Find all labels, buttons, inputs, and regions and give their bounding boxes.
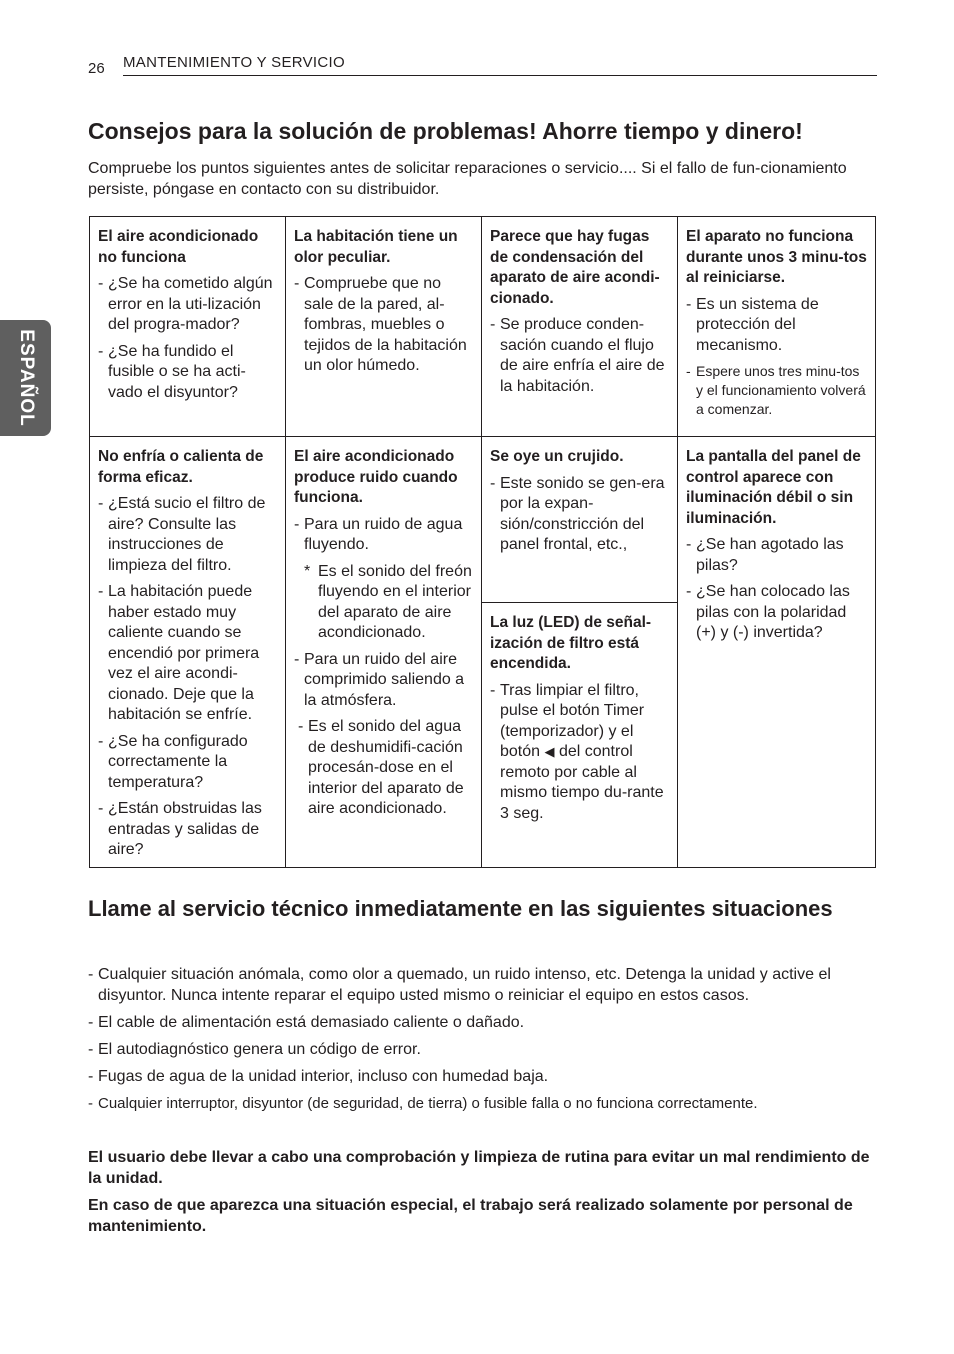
cell-title: No enfría o calienta de forma eficaz. (98, 448, 264, 486)
list-item: - Es un sistema de protección del mecanismo. (686, 295, 819, 354)
service-heading: Llame al servicio técnico inmediatamente en las siguientes situaciones (88, 896, 833, 921)
table-cell (90, 217, 286, 437)
table-cell (286, 437, 482, 867)
header-divider (123, 75, 877, 76)
section-heading: MANTENIMIENTO Y SERVICIO (123, 54, 345, 71)
list-item: - ¿Se ha fundido el fusible o se ha acti-vado el disyuntor? (98, 342, 246, 401)
list-item: - ¿Está sucio el filtro de aire? Consulte las instrucciones de limpieza del filtro. (98, 495, 266, 574)
cell-title: El aparato no funciona durante unos 3 minu-tos al reiniciarse. (686, 228, 867, 286)
list-item: - Cualquier interruptor, disyuntor (de seguridad, de tierra) o fusible falla o no funciona correctamente. (88, 1095, 758, 1112)
note-paragraph: En caso de que aparezca una situación especial, el trabajo será realizado solamente por personal de mantenimiento. (88, 1197, 853, 1235)
list-item: - Tras limpiar el filtro, pulse el botón Timer (temporizador) y el botón ◀ del control remoto por cable al mismo tiempo du-rante 3 seg. (490, 681, 664, 822)
list-item: - Este sonido se gen-era por la expan-sión/constricción del panel frontal, etc., (490, 474, 665, 553)
list-item: - El cable de alimentación está demasiado caliente o dañado. (88, 1014, 525, 1031)
list-item: - Para un ruido de agua fluyendo. (294, 515, 463, 553)
list-item: - Se produce conden-sación cuando el flujo de aire enfría el aire de la habitación. (490, 316, 665, 395)
table-cell-split (482, 437, 678, 867)
maintenance-notes (88, 1148, 878, 1244)
cell-title: La luz (LED) de señal-ización de filtro está encendida. (490, 614, 652, 672)
table-subcell (482, 603, 677, 836)
list-item: - Compruebe que no sale de la pared, al-fombras, muebles o tejidos de la habitación un olor húmedo. (294, 275, 467, 374)
list-item: - La habitación puede haber estado muy caliente cuando se encendió por primera vez el aire acondi-cionado. Deje que la habitación se enfríe. (98, 583, 260, 723)
list-item: - Es el sonido del agua de deshumidifi-cación procesán-dose en el interior del aparato de aire acondicionado. (298, 718, 464, 817)
service-list (88, 964, 878, 1120)
table-cell (678, 217, 875, 437)
language-tab (0, 320, 51, 436)
cell-title: Se oye un crujido. (490, 448, 624, 465)
table-subcell (482, 437, 677, 603)
note-paragraph: El usuario debe llevar a cabo una comprobación y limpieza de rutina para evitar un mal rendimiento de la unidad. (88, 1149, 870, 1187)
list-item: - El autodiagnóstico genera un código de error. (88, 1041, 421, 1058)
left-triangle-icon: ◀ (544, 744, 555, 759)
table-cell (482, 217, 678, 437)
cell-title: El aire acondicionado produce ruido cuando funciona. (294, 448, 458, 506)
intro-paragraph: Compruebe los puntos siguientes antes de solicitar reparaciones o servicio.... Si el fallo de fun-cionamiento persiste, póngase en contacto con su distribuidor. (88, 160, 847, 198)
list-item: - ¿Están obstruidas las entradas y salidas de aire? (98, 800, 262, 858)
list-note: * Es el sonido del freón fluyendo en el interior del aparato de aire acondicionado. (304, 562, 472, 641)
cell-title: La habitación tiene un olor peculiar. (294, 228, 458, 266)
list-item: - Para un ruido del aire comprimido saliendo a la atmósfera. (294, 650, 465, 709)
list-item: - Fugas de agua de la unidad interior, incluso con humedad baja. (88, 1068, 549, 1085)
table-cell (286, 217, 482, 437)
table-cell (90, 437, 286, 867)
list-item: - ¿Se ha configurado correctamente la temperatura? (98, 732, 248, 791)
table-cell (678, 437, 875, 867)
list-item: - ¿Se ha cometido algún error en la uti-lización del progra-mador? (98, 275, 273, 333)
page-number: 26 (88, 60, 105, 77)
list-item: - Cualquier situación anómala, como olor a quemado, un ruido intenso, etc. Detenga la unidad y active el disyuntor. Nunca intente reparar el equipo usted mismo o reiniciar el equipo en estos casos. (88, 966, 831, 1004)
list-item: - ¿Se han agotado las pilas? (686, 536, 844, 574)
language-tab-label: ESPAÑOL (16, 329, 37, 427)
cell-title: El aire acondicionado no funciona (98, 228, 259, 266)
cell-title: Parece que hay fugas de condensación del aparato de aire acondi-cionado. (490, 228, 660, 307)
list-item: - Espere unos tres minu-tos y el funcionamiento volverá a comenzar. (686, 363, 866, 417)
list-item: - ¿Se han colocado las pilas con la polaridad (+) y (-) invertida? (686, 583, 850, 641)
page-title: Consejos para la solución de problemas! Ahorre tiempo y dinero! (88, 118, 803, 144)
cell-title: La pantalla del panel de control aparece con iluminación débil o sin iluminación. (686, 448, 861, 527)
troubleshooting-table (89, 216, 876, 868)
